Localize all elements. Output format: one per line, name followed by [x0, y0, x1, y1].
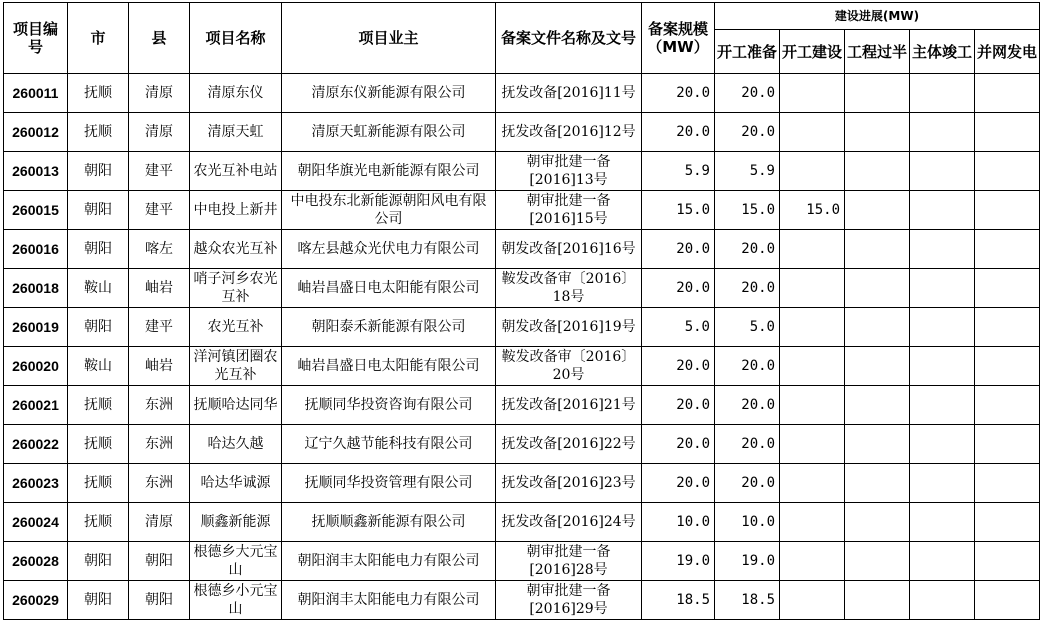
cell-project-name: 清原天虹	[190, 113, 282, 152]
cell-progress-grid	[975, 503, 1040, 542]
cell-scale: 5.9	[642, 152, 715, 191]
cell-id: 260023	[4, 464, 68, 503]
cell-project-name: 清原东仪	[190, 74, 282, 113]
cell-filing: 抚发改备[2016]23号	[496, 464, 642, 503]
cell-progress-halfway	[845, 581, 910, 620]
header-scale: 备案规模（MW）	[642, 3, 715, 74]
cell-city: 朝阳	[68, 191, 129, 230]
cell-scale: 20.0	[642, 386, 715, 425]
cell-project-name: 洋河镇团圈农光互补	[190, 347, 282, 386]
header-owner: 项目业主	[282, 3, 496, 74]
table-row	[4, 308, 1040, 347]
table-body	[4, 74, 1040, 620]
cell-progress-prep: 10.0	[715, 503, 780, 542]
cell-id: 260020	[4, 347, 68, 386]
cell-county: 清原	[129, 74, 190, 113]
cell-progress-grid	[975, 230, 1040, 269]
cell-progress-completion	[910, 503, 975, 542]
table-row	[4, 581, 1040, 620]
cell-county: 清原	[129, 503, 190, 542]
cell-scale: 15.0	[642, 191, 715, 230]
cell-progress-construction	[780, 581, 845, 620]
table-row	[4, 425, 1040, 464]
cell-progress-construction	[780, 542, 845, 581]
cell-progress-halfway	[845, 191, 910, 230]
cell-owner: 岫岩昌盛日电太阳能有限公司	[282, 347, 496, 386]
cell-progress-completion	[910, 74, 975, 113]
cell-city: 朝阳	[68, 152, 129, 191]
cell-progress-halfway	[845, 503, 910, 542]
cell-scale: 20.0	[642, 74, 715, 113]
cell-city: 朝阳	[68, 308, 129, 347]
cell-id: 260018	[4, 269, 68, 308]
cell-id: 260016	[4, 230, 68, 269]
cell-owner: 抚顺顺鑫新能源有限公司	[282, 503, 496, 542]
cell-county: 建平	[129, 191, 190, 230]
cell-county: 朝阳	[129, 542, 190, 581]
cell-owner: 朝阳润丰太阳能电力有限公司	[282, 581, 496, 620]
cell-filing: 抚发改备[2016]24号	[496, 503, 642, 542]
cell-owner: 朝阳润丰太阳能电力有限公司	[282, 542, 496, 581]
cell-progress-halfway	[845, 113, 910, 152]
table-row	[4, 191, 1040, 230]
cell-progress-prep: 20.0	[715, 386, 780, 425]
cell-progress-prep: 5.0	[715, 308, 780, 347]
header-name: 项目名称	[190, 3, 282, 74]
header-progress-prep: 开工准备	[715, 30, 780, 74]
cell-progress-prep: 20.0	[715, 74, 780, 113]
cell-city: 朝阳	[68, 230, 129, 269]
cell-progress-completion	[910, 230, 975, 269]
cell-project-name: 农光互补电站	[190, 152, 282, 191]
header-id: 项目编号	[4, 3, 68, 74]
cell-filing: 朝审批建一备[2016]15号	[496, 191, 642, 230]
cell-owner: 抚顺同华投资咨询有限公司	[282, 386, 496, 425]
cell-id: 260011	[4, 74, 68, 113]
header-progress-halfway: 工程过半	[845, 30, 910, 74]
cell-progress-halfway	[845, 425, 910, 464]
cell-progress-prep: 20.0	[715, 347, 780, 386]
cell-owner: 清原东仪新能源有限公司	[282, 74, 496, 113]
cell-id: 260022	[4, 425, 68, 464]
table-row	[4, 542, 1040, 581]
cell-filing: 朝审批建一备[2016]28号	[496, 542, 642, 581]
cell-city: 抚顺	[68, 74, 129, 113]
cell-progress-completion	[910, 269, 975, 308]
cell-progress-construction	[780, 230, 845, 269]
cell-progress-prep: 20.0	[715, 269, 780, 308]
cell-progress-completion	[910, 152, 975, 191]
cell-project-name: 抚顺哈达同华	[190, 386, 282, 425]
cell-county: 东洲	[129, 386, 190, 425]
cell-filing: 抚发改备[2016]12号	[496, 113, 642, 152]
table-row	[4, 503, 1040, 542]
cell-progress-construction	[780, 347, 845, 386]
cell-project-name: 农光互补	[190, 308, 282, 347]
cell-progress-completion	[910, 542, 975, 581]
cell-scale: 20.0	[642, 113, 715, 152]
cell-progress-construction	[780, 152, 845, 191]
header-progress-group: 建设进展(MW)	[715, 3, 1040, 30]
cell-progress-completion	[910, 191, 975, 230]
cell-progress-grid	[975, 152, 1040, 191]
cell-progress-grid	[975, 425, 1040, 464]
cell-progress-halfway	[845, 308, 910, 347]
cell-county: 东洲	[129, 464, 190, 503]
cell-id: 260029	[4, 581, 68, 620]
header-city: 市	[68, 3, 129, 74]
cell-county: 岫岩	[129, 347, 190, 386]
cell-county: 建平	[129, 152, 190, 191]
table-row	[4, 269, 1040, 308]
header-progress-grid: 并网发电	[975, 30, 1040, 74]
header-progress-construction: 开工建设	[780, 30, 845, 74]
cell-progress-prep: 20.0	[715, 113, 780, 152]
table-row	[4, 347, 1040, 386]
cell-scale: 20.0	[642, 347, 715, 386]
cell-progress-construction	[780, 425, 845, 464]
cell-progress-completion	[910, 308, 975, 347]
cell-progress-completion	[910, 425, 975, 464]
cell-progress-construction	[780, 269, 845, 308]
table-row	[4, 74, 1040, 113]
cell-scale: 20.0	[642, 464, 715, 503]
cell-scale: 19.0	[642, 542, 715, 581]
cell-city: 鞍山	[68, 347, 129, 386]
cell-county: 朝阳	[129, 581, 190, 620]
cell-city: 鞍山	[68, 269, 129, 308]
cell-progress-halfway	[845, 542, 910, 581]
cell-owner: 朝阳泰禾新能源有限公司	[282, 308, 496, 347]
cell-owner: 抚顺同华投资管理有限公司	[282, 464, 496, 503]
table-row	[4, 386, 1040, 425]
cell-progress-grid	[975, 74, 1040, 113]
cell-progress-construction	[780, 74, 845, 113]
cell-progress-construction	[780, 308, 845, 347]
cell-county: 建平	[129, 308, 190, 347]
table-row	[4, 152, 1040, 191]
cell-id: 260012	[4, 113, 68, 152]
cell-scale: 18.5	[642, 581, 715, 620]
cell-city: 抚顺	[68, 425, 129, 464]
cell-progress-construction	[780, 464, 845, 503]
cell-scale: 20.0	[642, 230, 715, 269]
cell-filing: 朝发改备[2016]16号	[496, 230, 642, 269]
cell-progress-prep: 5.9	[715, 152, 780, 191]
cell-progress-completion	[910, 581, 975, 620]
cell-progress-halfway	[845, 464, 910, 503]
cell-progress-prep: 18.5	[715, 581, 780, 620]
table-row	[4, 464, 1040, 503]
cell-progress-grid	[975, 347, 1040, 386]
cell-owner: 辽宁久越节能科技有限公司	[282, 425, 496, 464]
header-filing: 备案文件名称及文号	[496, 3, 642, 74]
cell-project-name: 顺鑫新能源	[190, 503, 282, 542]
cell-progress-prep: 20.0	[715, 425, 780, 464]
project-table	[3, 2, 1040, 620]
cell-filing: 抚发改备[2016]22号	[496, 425, 642, 464]
cell-id: 260021	[4, 386, 68, 425]
cell-filing: 抚发改备[2016]11号	[496, 74, 642, 113]
cell-project-name: 哈达久越	[190, 425, 282, 464]
cell-project-name: 中电投上新井	[190, 191, 282, 230]
cell-progress-halfway	[845, 152, 910, 191]
cell-progress-grid	[975, 542, 1040, 581]
cell-progress-construction	[780, 503, 845, 542]
cell-progress-grid	[975, 464, 1040, 503]
cell-owner: 朝阳华旗光电新能源有限公司	[282, 152, 496, 191]
cell-id: 260024	[4, 503, 68, 542]
cell-progress-completion	[910, 113, 975, 152]
cell-progress-halfway	[845, 269, 910, 308]
cell-county: 岫岩	[129, 269, 190, 308]
cell-progress-grid	[975, 191, 1040, 230]
cell-id: 260013	[4, 152, 68, 191]
cell-filing: 鞍发改备审〔2016〕18号	[496, 269, 642, 308]
cell-project-name: 哨子河乡农光互补	[190, 269, 282, 308]
cell-filing: 抚发改备[2016]21号	[496, 386, 642, 425]
cell-id: 260028	[4, 542, 68, 581]
cell-filing: 朝审批建一备[2016]13号	[496, 152, 642, 191]
cell-county: 东洲	[129, 425, 190, 464]
cell-id: 260015	[4, 191, 68, 230]
cell-progress-grid	[975, 308, 1040, 347]
cell-filing: 鞍发改备审〔2016〕20号	[496, 347, 642, 386]
cell-city: 朝阳	[68, 581, 129, 620]
cell-progress-construction: 15.0	[780, 191, 845, 230]
cell-city: 抚顺	[68, 113, 129, 152]
header-progress-completion: 主体竣工	[910, 30, 975, 74]
cell-progress-completion	[910, 464, 975, 503]
cell-filing: 朝审批建一备[2016]29号	[496, 581, 642, 620]
cell-progress-halfway	[845, 230, 910, 269]
header-county: 县	[129, 3, 190, 74]
cell-progress-grid	[975, 581, 1040, 620]
cell-scale: 5.0	[642, 308, 715, 347]
cell-project-name: 越众农光互补	[190, 230, 282, 269]
cell-progress-construction	[780, 113, 845, 152]
cell-progress-halfway	[845, 386, 910, 425]
cell-filing: 朝发改备[2016]19号	[496, 308, 642, 347]
cell-progress-construction	[780, 386, 845, 425]
cell-progress-completion	[910, 386, 975, 425]
cell-progress-halfway	[845, 347, 910, 386]
table-row	[4, 113, 1040, 152]
cell-scale: 10.0	[642, 503, 715, 542]
cell-county: 喀左	[129, 230, 190, 269]
cell-owner: 中电投东北新能源朝阳风电有限公司	[282, 191, 496, 230]
cell-progress-grid	[975, 386, 1040, 425]
cell-id: 260019	[4, 308, 68, 347]
cell-city: 抚顺	[68, 386, 129, 425]
cell-progress-prep: 19.0	[715, 542, 780, 581]
cell-project-name: 根德乡大元宝山	[190, 542, 282, 581]
cell-scale: 20.0	[642, 269, 715, 308]
cell-owner: 清原天虹新能源有限公司	[282, 113, 496, 152]
cell-owner: 喀左县越众光伏电力有限公司	[282, 230, 496, 269]
cell-progress-prep: 20.0	[715, 464, 780, 503]
cell-city: 抚顺	[68, 464, 129, 503]
cell-progress-grid	[975, 113, 1040, 152]
cell-scale: 20.0	[642, 425, 715, 464]
cell-county: 清原	[129, 113, 190, 152]
cell-project-name: 哈达华诚源	[190, 464, 282, 503]
cell-progress-completion	[910, 347, 975, 386]
cell-progress-grid	[975, 269, 1040, 308]
cell-owner: 岫岩昌盛日电太阳能有限公司	[282, 269, 496, 308]
table-row	[4, 230, 1040, 269]
cell-progress-prep: 20.0	[715, 230, 780, 269]
cell-progress-halfway	[845, 74, 910, 113]
cell-city: 朝阳	[68, 542, 129, 581]
cell-project-name: 根德乡小元宝山	[190, 581, 282, 620]
cell-city: 抚顺	[68, 503, 129, 542]
cell-progress-prep: 15.0	[715, 191, 780, 230]
